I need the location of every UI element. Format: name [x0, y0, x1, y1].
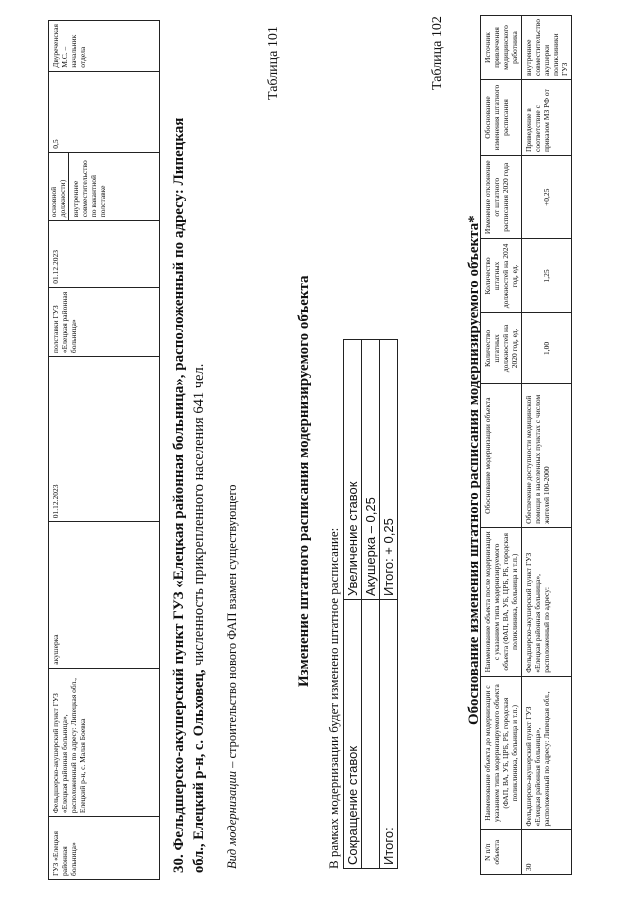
section-title: 30. Фельдшерско-акушерский пункт ГУЗ «Елецкая районная больница», расположенный по адресу: Липецкая	[171, 117, 187, 873]
header-cell: Источник привлечения медицинского работника	[481, 16, 522, 80]
basis-header: основной должности)	[49, 153, 69, 221]
staff-change-heading: Изменение штатного расписания модернизируемого объекта	[296, 275, 312, 687]
header-cell: Наименование объекта до модернизации с указанием типа модернизируемого объекта (ФАП, ВА, УБ, ЦРБ, РБ, городская поликлиника, больница и т.п.)	[481, 676, 522, 830]
org-cell: ГУЗ «Елецкая районная больница»	[49, 817, 160, 880]
cell-number: 30	[522, 830, 572, 875]
modernization-type-value: – строительство нового ФАП взамен существующего	[225, 484, 239, 771]
table-row	[49, 21, 160, 880]
status-cell: полставки ГУЗ «Елецкая районная больница»	[49, 287, 160, 356]
table-number-102: Таблица 102	[430, 16, 445, 90]
date-cell-2: 01.12.2023	[49, 221, 160, 288]
cell-after: Фельдшерско-акушерский пункт ГУЗ «Елецкая районная больница», расположенный по адресу:	[522, 527, 572, 676]
cell-count-2020: 1,00	[522, 313, 572, 384]
table-row	[344, 340, 362, 869]
header-cell: N п/п объекта	[481, 830, 522, 875]
staff-change-table	[343, 339, 398, 869]
header-cell: Количество штатных должностей на 2024 год, ед.	[481, 239, 522, 313]
header-cell: Наименование объекта после модернизации с указанием типа модернизируемого объекта (ФАП, ВА, УБ, ЦРБ, РБ, городская поликлиника, больница и т.п.)	[481, 527, 522, 676]
modernization-type-label: Вид модернизации	[225, 771, 239, 869]
total-increase: Итого: + 0,25	[380, 340, 398, 600]
cell-count-2024: 1,25	[522, 239, 572, 313]
cell-source: внутреннее совместительство акушерки поликлиники ГУЗ	[522, 16, 572, 80]
header-cell: Обоснование изменения штатного расписания	[481, 79, 522, 155]
total-label: Итого:	[380, 600, 398, 869]
village-name: обл., Елецкий р-н, с. Ольховец,	[191, 669, 207, 873]
population-text: численность прикрепленного населения 641 чел.	[191, 363, 207, 670]
population-line	[190, 93, 209, 873]
cell-reason: Обеспечение доступности медицинской помощи в населенных пунктах с числом жителей 100-2000	[522, 384, 572, 528]
modernization-type	[225, 484, 240, 869]
responsible-cell: Двуреченская М.С. – начальник отдела	[49, 21, 160, 72]
header-cell: Изменение отклонение от штатного расписания 2020 года	[481, 156, 522, 239]
justification-table	[480, 15, 572, 875]
date-cell: 01.12.2023	[49, 357, 160, 522]
table-header-row	[481, 16, 522, 875]
header-cell: Обоснование модернизации объекта	[481, 384, 522, 528]
increase-header: Увеличение ставок	[344, 340, 362, 600]
continued-table	[48, 20, 160, 880]
object-cell: Фельдшерско-акушерский пункт ГУЗ «Елецкая районная больница», расположенный по адресу: Липецкая обл., Елецкий р-н, с. Малая Боевка	[49, 668, 160, 816]
increase-item: Акушерка – 0,25	[362, 340, 380, 600]
justification-heading: Обоснование изменения штатного расписания модернизируемого объекта*	[466, 215, 482, 725]
reduction-header: Сокращение ставок	[344, 600, 362, 869]
cell-change-reason: Приведение в соответствие с приказом МЗ РФ от	[522, 79, 572, 155]
table-number-101: Таблица 101	[266, 26, 281, 100]
table-row	[380, 340, 398, 869]
rate-cell: 0,5	[49, 71, 160, 152]
reduction-item	[362, 600, 380, 869]
within-text: В рамках модернизации будет изменено штатное расписание:	[326, 527, 341, 869]
header-cell: Количество штатных должностей на 2020 год, ед.	[481, 313, 522, 384]
table-row	[522, 16, 572, 875]
basis-cell	[49, 152, 160, 221]
position-cell: акушерка	[49, 522, 160, 669]
table-row	[362, 340, 380, 869]
cell-before: Фельдшерско-акушерский пункт ГУЗ «Елецкая районная больница», расположенный по адресу: Липецкая обл.,	[522, 676, 572, 830]
basis-value: внутреннее совместительство по вакантной полставке	[71, 160, 107, 218]
cell-change: +0,25	[522, 156, 572, 239]
